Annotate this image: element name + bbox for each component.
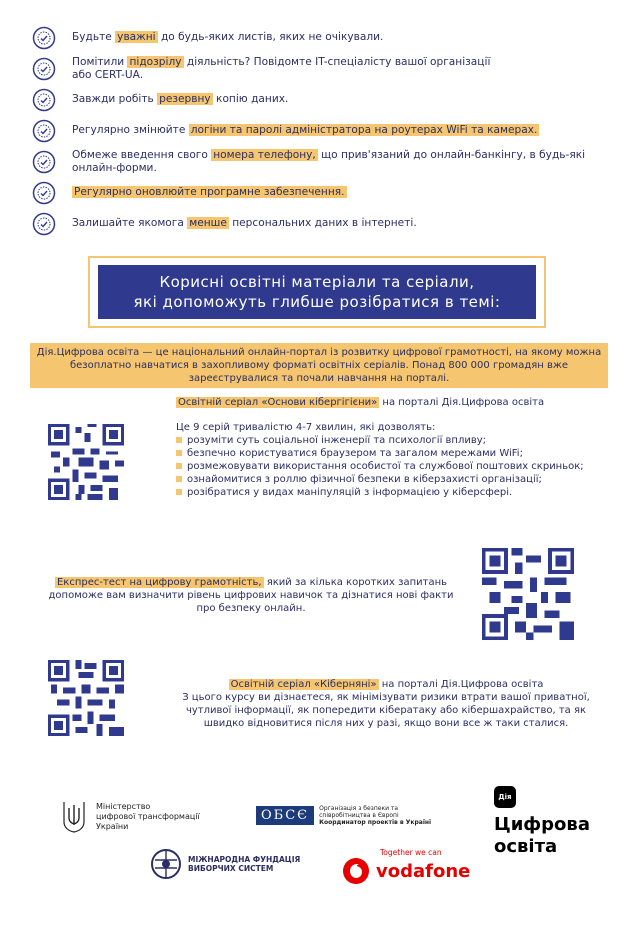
vodafone-icon: [342, 857, 370, 885]
tips-list: [32, 22, 602, 239]
qr-icon: [48, 660, 124, 736]
dia-badge: Дія: [494, 786, 516, 808]
list-item: розібратися у видах маніпуляцій з інформацією у кіберсфері.: [176, 486, 596, 499]
dia-logo: Дія Цифрова освіта: [494, 786, 590, 858]
series-title[interactable]: Освітній серіал «Основи кібергігієни»: [178, 397, 378, 408]
qr-code-kibernyani[interactable]: [48, 660, 124, 736]
qr-code-express-test[interactable]: [482, 548, 574, 640]
tip-item: Будьте уважні до будь-яких листів, яких не очікували.: [32, 22, 602, 53]
qr-icon: [48, 424, 124, 500]
ifes-logo: МІЖНАРОДНА ФУНДАЦІЯ ВИБОРЧИХ СИСТЕМ: [150, 848, 300, 880]
vodafone-logo: Together we can vodafone: [342, 848, 470, 885]
intro-text: Дія.Цифрова освіта — це національний онлайн-портал із розвитку цифрової грамотності, на якому можна безоплатно навчатися в захопливому форматі освітніх серіалів. Понад 800 000 громадян вже зареєструвалися та почали навчання на порталі.: [30, 343, 608, 388]
banner-line-2: які допоможуть глибше розібратися в темі:: [133, 293, 501, 311]
shield-icon: [32, 57, 56, 81]
trident-icon: [62, 800, 86, 834]
express-test: Експрес-тест на цифрову грамотність, який за кілька коротких запитань допоможе вам визначити рівень цифрових навичок та дізнатися нові факти про безпеку онлайн.: [48, 577, 454, 614]
tip-item: Обмеже введення свого номера телефону, що прив'язаний до онлайн-банкінгу, в будь-які онлайн-форми.: [32, 146, 602, 177]
banner-frame: [88, 256, 546, 328]
shield-icon: [32, 119, 56, 143]
ministry-logo: Міністерство цифрової трансформації України: [62, 800, 200, 834]
shield-icon: [32, 181, 56, 205]
tip-item: Помітили підозрілу діяльність? Повідомте IT-спеціалісту вашої організації або CERT-UA.: [32, 53, 602, 84]
benefits-list: [176, 434, 596, 499]
osce-logo: ОБСЄ Організація з безпеки та співробітництва в Європі Координатор проектів в Україні: [256, 805, 431, 826]
list-item: розмежовувати використання особистої та службової поштових скриньок;: [176, 460, 596, 473]
shield-icon: [32, 150, 56, 174]
list-item: розуміти суть соціальної інженерії та психології впливу;: [176, 434, 596, 447]
series-title[interactable]: Освітній серіал «Кіберняні»: [230, 679, 377, 690]
series-kibernyani: Освітній серіал «Кіберняні» на порталі Дія.Цифрова освіта З цього курсу ви дізнаєтеся, як мінімізувати ризики втрати вашої приватної, чутливої інформації, як попередити кібератаку або кібершахрайство, та як швидко відновитися після них у разі, якщо вони все ж таки сталися.: [182, 679, 590, 729]
list-item: безпечно користуватися браузером та загалом мережами WiFi;: [176, 447, 596, 460]
shield-icon: [32, 26, 56, 50]
tip-item: Регулярно оновлюйте програмне забезпечення.: [32, 177, 602, 208]
banner-line-1: Корисні освітні матеріали та серіали,: [159, 273, 475, 291]
shield-icon: [32, 88, 56, 112]
qr-icon: [482, 548, 574, 640]
qr-code-kiberhihiena[interactable]: [48, 424, 124, 500]
shield-icon: [32, 212, 56, 236]
ifes-icon: [150, 848, 182, 880]
banner: [98, 265, 536, 319]
tip-item: Залишайте якомога менше персональних даних в інтернеті.: [32, 208, 602, 239]
series-kiberhihiena: Освітній серіал «Основи кібергігієни» на порталі Дія.Цифрова освіта Це 9 серій тривалістю 4-7 хвилин, які дозволять: розуміти суть соціальної інженерії та психології впливу; безпечно користуватися браузером та загалом мережами WiFi; розмежовувати використання особистої та службової поштових скриньок; ознайомитися з роллю фізичної безпеки в кіберзахисті організації; розібратися у видах маніпуляцій з інформацією у кіберсфері.: [176, 396, 596, 499]
list-item: ознайомитися з роллю фізичної безпеки в кіберзахисті організації;: [176, 473, 596, 486]
tip-item: Завжди робіть резервну копію даних.: [32, 84, 602, 115]
express-test-title[interactable]: Експрес-тест на цифрову грамотність,: [56, 577, 262, 588]
tip-item: Регулярно змінюйте логіни та паролі адміністратора на роутерах WiFi та камерах.: [32, 115, 602, 146]
